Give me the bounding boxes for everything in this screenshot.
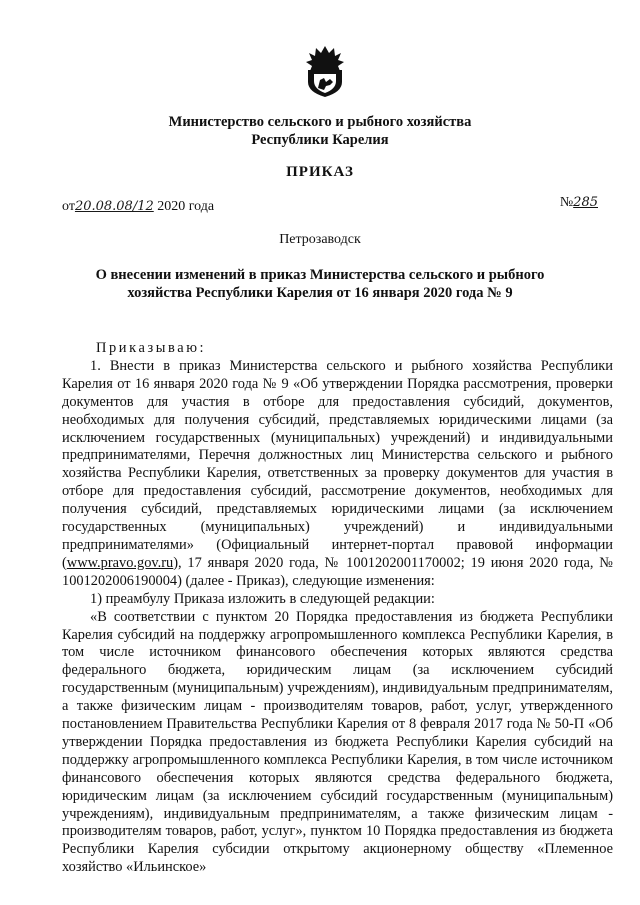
city-name: Петрозаводск bbox=[279, 232, 361, 247]
paragraph-2: 1) преамбулу Приказа изложить в следующей редакции: bbox=[90, 590, 435, 607]
paragraph-3: «В соответствии с пунктом 20 Порядка предоставления из бюджета Республики Карелия субсидий на поддержку агропромышленного комплекса Республики Карелия, в том числе источником финансового обеспечения которых являются средства федерального бюджета, юридическим лицам (за исключением субсидий государственным (муниципальным) учреждениям), индивидуальным предпринимателям, а также физическим лицам - производителям товаров, работ, услуг, утвержденного постановлением Правительства Республики Карелия от 8 февраля 2017 года № 50-П «Об утверждении Порядка предоставления из бюджета Республики Карелия субсидий на поддержку агропромышленного комплекса Республики Карелия, в том числе источником финансового обеспечения которых являются средства федерального бюджета, юридическим лицам (за исключением субсидий государственным (муниципальным) учреждениям), индивидуальным предпринимателям, а также физическим лицам - производителям товаров, работ, услуг», пунктом 10 Порядка предоставления из бюджета Республики Карелия субсидии открытому акционерному обществу «Племенное хозяйство «Ильинское» bbox=[62, 608, 613, 876]
order-body bbox=[62, 340, 613, 877]
ministry-line-2: Республики Карелия bbox=[251, 132, 389, 148]
coat-of-arms-icon bbox=[300, 44, 350, 98]
paragraph-1-text-b: ), 17 января 2020 года, № 1001202001170002; 19 июня 2020 года, № 1001202006190004) (далее - Приказ), следующие изменения: bbox=[62, 554, 613, 589]
subject-line-2: хозяйства Республики Карелия от 16 января 2020 года № 9 bbox=[127, 285, 513, 301]
ministry-name bbox=[60, 113, 580, 149]
date-suffix: 2020 года bbox=[157, 199, 215, 214]
paragraph-1 bbox=[62, 358, 613, 591]
order-date bbox=[62, 199, 214, 215]
document-type-title: ПРИКАЗ bbox=[286, 164, 354, 180]
pravo-gov-link[interactable]: www.pravo.gov.ru bbox=[66, 554, 174, 571]
order-subject bbox=[80, 266, 560, 302]
paragraph-1-text-a: 1. Внести в приказ Министерства сельского и рыбного хозяйства Республики Карелия от 16 января 2020 года № 9 «Об утверждении Порядка рассмотрения, проверки документов для участия в отборе для предоставления субсидий, документов, необходимых для получения субсидий, представляемых юридическими лицами (за исключением государственных (муниципальных) учреждений) и индивидуальными предпринимателями, Перечня должностных лиц Министерства сельского и рыбного хозяйства Республики Карелия, ответственных за проверку документов для участия в отборе для предоставления субсидий, рассмотрение документов, необходимых для получения субсидий, представляемых юридическими лицами (за исключением государственных (муниципальных) учреждений) и индивидуальными предпринимателями» (Официальный интернет-портал правовой информации ( bbox=[62, 357, 613, 571]
ministry-line-1: Министерство сельского и рыбного хозяйства bbox=[168, 114, 472, 130]
orders-heading: Приказываю: bbox=[96, 340, 207, 356]
date-prefix: от bbox=[62, 199, 75, 214]
number-prefix: № bbox=[559, 195, 574, 210]
handwritten-number: 285 bbox=[573, 195, 598, 210]
handwritten-date: 20.08.08/12 bbox=[74, 199, 154, 214]
order-number bbox=[560, 195, 598, 211]
subject-line-1: О внесении изменений в приказ Министерства сельского и рыбного bbox=[95, 267, 545, 283]
